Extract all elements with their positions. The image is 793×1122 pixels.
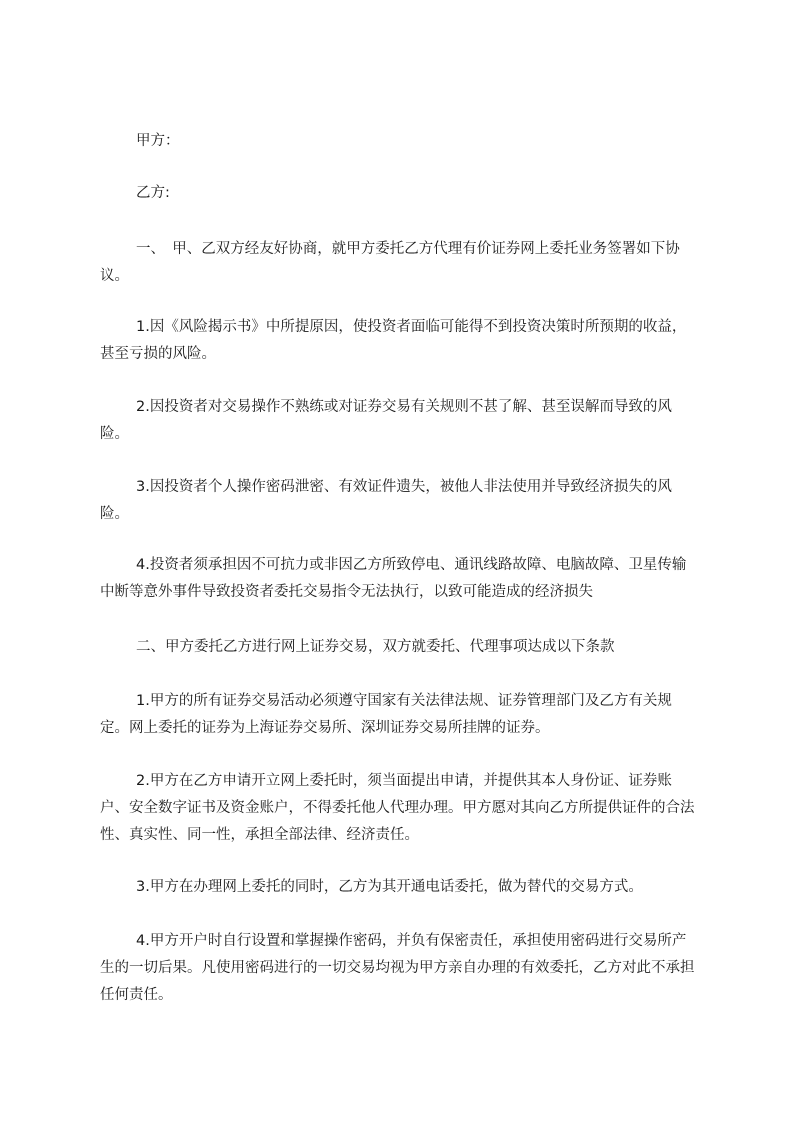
- section-2-item-4: 4.甲方开户时自行设置和掌握操作密码，并负有保密责任，承担使用密码进行交易所产生的一切后果。凡使用密码进行的一切交易均视为甲方亲自办理的有效委托，乙方对此不承担任何责任。: [100, 933, 695, 1003]
- section-2-item-3: 3.甲方在办理网上委托的同时，乙方为其开通电话委托，做为替代的交易方式。: [136, 879, 643, 895]
- section-2-item-2: 2.甲方在乙方申请开立网上委托时，须当面提出申请，并提供其本人身份证、证券账户、安全数字证书及资金账户，不得委托他人代理办理。甲方愿对其向乙方所提供证件的合法性、真实性、同一性，承担全部法律、经济责任。: [100, 773, 695, 843]
- section-1-item-1: 1.因《风险揭示书》中所提原因，使投资者面临可能得不到投资决策时所预期的收益，甚至亏损的风险。: [100, 319, 687, 362]
- section-2-intro: 二、甲方委托乙方进行网上证券交易，双方就委托、代理事项达成以下条款: [136, 639, 615, 655]
- party-b-label: 乙方:: [136, 185, 170, 201]
- section-1-item-2: 2.因投资者对交易操作不熟练或对证券交易有关规则不甚了解、甚至误解而导致的风险。: [100, 399, 672, 442]
- party-a-label: 甲方：: [136, 133, 180, 149]
- section-1-item-3: 3.因投资者个人操作密码泄密、有效证件遗失，被他人非法使用并导致经济损失的风险。: [100, 479, 672, 522]
- section-1-item-4: 4.投资者须承担因不可抗力或非因乙方所致停电、通讯线路故障、电脑故障、卫星传输中断等意外事件导致投资者委托交易指令无法执行，以致可能造成的经济损失: [100, 557, 687, 600]
- section-1-intro: 一、 甲、乙双方经友好协商，就甲方委托乙方代理有价证券网上委托业务签署如下协议。: [100, 241, 680, 284]
- section-2-item-1: 1.甲方的所有证券交易活动必须遵守国家有关法律法规、证券管理部门及乙方有关规定。网上委托的证券为上海证券交易所、深圳证券交易所挂牌的证券。: [100, 693, 672, 736]
